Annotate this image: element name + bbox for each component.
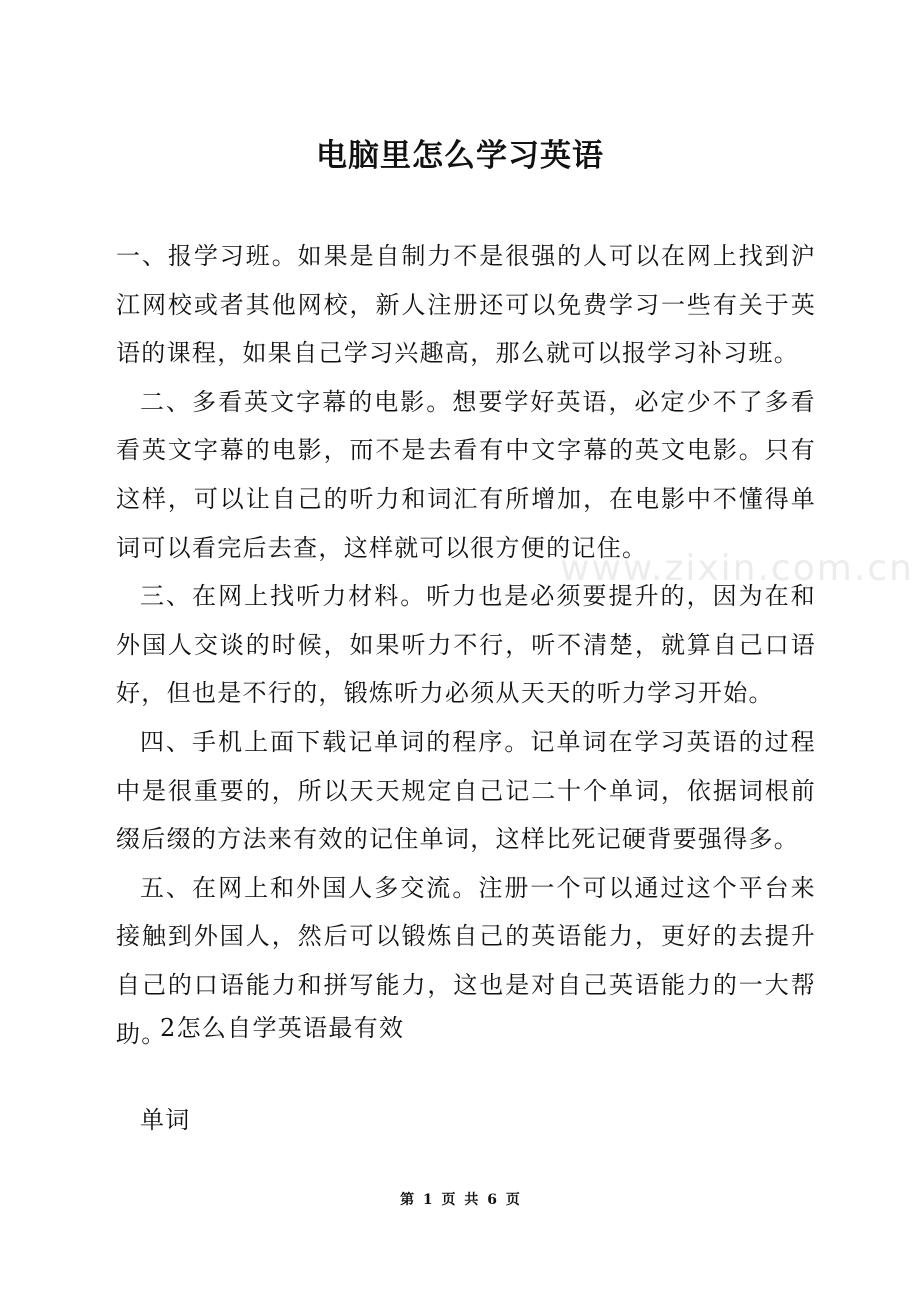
paragraph-1: 一、报学习班。如果是自制力不是很强的人可以在网上找到沪江网校或者其他网校，新人注册还可以免费学习一些有关于英语的课程，如果自己学习兴趣高，那么就可以报学习补习班。 <box>116 242 816 368</box>
paragraph-4: 四、手机上面下载记单词的程序。记单词在学习英语的过程中是很重要的，所以天天规定自己记二十个单词，依据词根前缀后缀的方法来有效的记住单词，这样比死记硬背要强得多。 <box>116 727 816 854</box>
paragraph-5: 五、在网上和外国人多交流。注册一个可以通过这个平台来接触到外国人，然后可以锻炼自己的英语能力，更好的去提升自己的口语能力和拼写能力，这也是对自己英语能力的一大帮助。 <box>116 873 816 1048</box>
watermark: www.zixin.com.cn <box>560 548 914 589</box>
document-body <box>116 232 816 1058</box>
paragraph-2: 二、多看英文字幕的电影。想要学好英语，必定少不了多看看英文字幕的电影，而不是去看有中文字幕的英文电影。只有这样，可以让自己的听力和词汇有所增加，在电影中不懂得单词可以看完后去查，这样就可以很方便的记住。 <box>116 387 816 562</box>
paragraph-3: 三、在网上找听力材料。听力也是必须要提升的，因为在和外国人交谈的时候，如果听力不行，听不清楚，就算自己口语好，但也是不行的，锻炼听力必须从天天的听力学习开始。 <box>116 582 816 708</box>
section-heading-words: 单词 <box>140 1106 191 1134</box>
document-title: 电脑里怎么学习英语 <box>316 138 604 174</box>
page-number-footer: 第 1 页 共 6 页 <box>400 1192 520 1208</box>
subheading: 2怎么自学英语最有效 <box>160 1014 405 1042</box>
